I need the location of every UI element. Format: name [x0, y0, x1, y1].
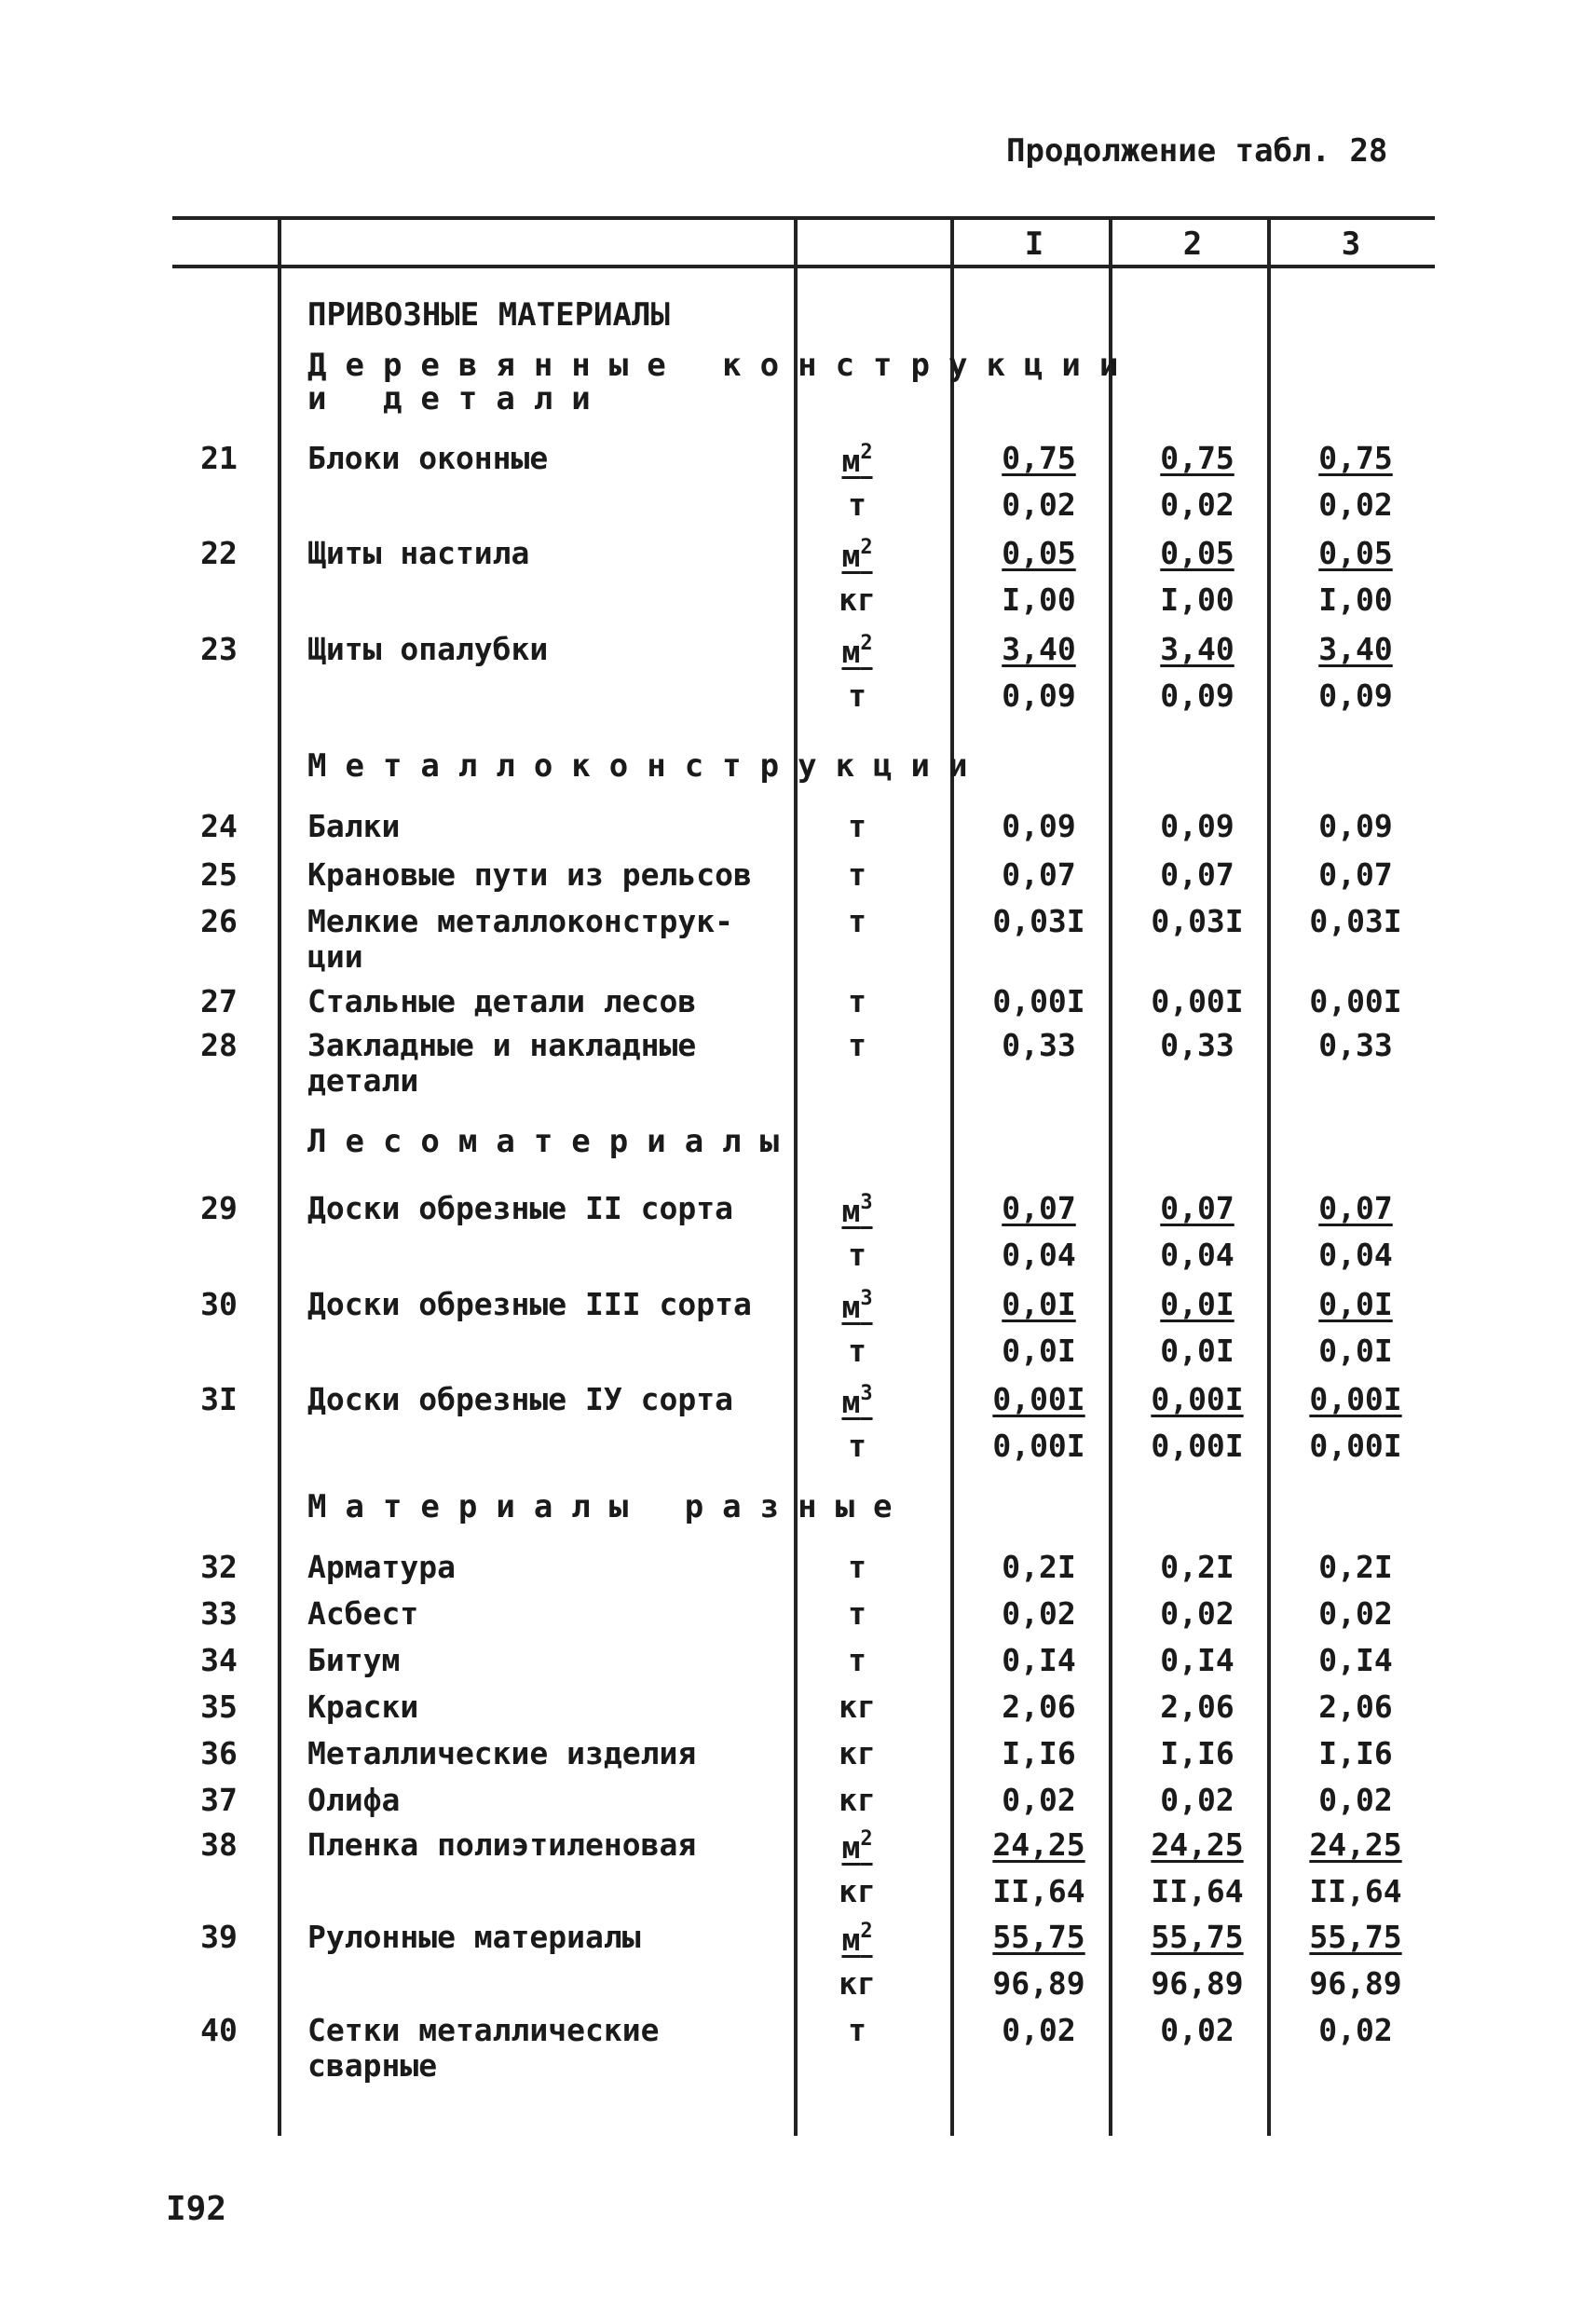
- row-unit-secondary: кг: [839, 1965, 876, 2002]
- row-value-col2: 0,07: [1160, 1190, 1235, 1226]
- unit-exponent: 3: [860, 1287, 873, 1310]
- row-value-secondary-col1: 96,89: [992, 1965, 1085, 2002]
- row-number: 3I: [200, 1381, 238, 1417]
- row-number: 38: [200, 1826, 238, 1863]
- row-value-secondary-col2: I,00: [1160, 581, 1235, 618]
- unit-exponent: 2: [860, 441, 873, 464]
- section-heading-misc: Материалы разные: [307, 1488, 911, 1525]
- row-number: 33: [200, 1595, 238, 1632]
- unit-exponent: 2: [860, 1827, 873, 1851]
- row-number: 32: [200, 1549, 238, 1585]
- row-unit: $м^3$: [841, 1191, 873, 1229]
- row-value-col2: 0,02: [1160, 2012, 1235, 2048]
- row-value-secondary-col2: 96,89: [1151, 1965, 1244, 2002]
- row-value-col3: 0,0I: [1318, 1286, 1393, 1322]
- row-material-name: Арматура: [307, 1549, 456, 1585]
- column-divider-unit: [950, 216, 954, 2136]
- row-value-col2: 0,03I: [1151, 903, 1244, 939]
- row-value-col3: 24,25: [1309, 1826, 1402, 1863]
- row-unit-secondary: т: [848, 677, 866, 714]
- row-unit: т: [848, 1642, 866, 1678]
- row-value-col3: 0,75: [1318, 440, 1393, 476]
- row-value-secondary-col3: 0,09: [1318, 677, 1393, 714]
- row-value-col3: 0,I4: [1318, 1642, 1393, 1678]
- row-value-secondary-col1: 0,02: [1002, 486, 1076, 523]
- row-number: 36: [200, 1735, 238, 1771]
- row-unit-secondary: кг: [839, 581, 876, 618]
- row-material-name: Стальные детали лесов: [307, 983, 697, 1019]
- row-unit: т: [848, 856, 866, 893]
- row-value-col2: 0,02: [1160, 1782, 1235, 1818]
- row-value-secondary-col3: 0,04: [1318, 1237, 1393, 1273]
- row-value-col3: 0,02: [1318, 2012, 1393, 2048]
- row-value-col3: 0,03I: [1309, 903, 1402, 939]
- row-value-col2: 0,05: [1160, 535, 1235, 571]
- row-material-name: Олифа: [307, 1782, 401, 1818]
- row-value-col3: 3,40: [1318, 631, 1393, 667]
- row-number: 22: [200, 535, 238, 571]
- page-number: I92: [166, 2190, 227, 2228]
- row-value-col2: I,I6: [1160, 1735, 1235, 1771]
- row-material-name-cont: детали: [307, 1062, 419, 1099]
- row-number: 29: [200, 1190, 238, 1226]
- row-material-name: Доски обрезные III сорта: [307, 1286, 752, 1322]
- row-value-col3: 0,02: [1318, 1595, 1393, 1632]
- row-value-col1: 55,75: [992, 1919, 1085, 1955]
- row-material-name: Щиты настила: [307, 535, 530, 571]
- row-value-col1: 0,0I: [1002, 1286, 1076, 1322]
- row-value-col3: 0,2I: [1318, 1549, 1393, 1585]
- row-value-col2: 55,75: [1151, 1919, 1244, 1955]
- row-unit: т: [848, 983, 866, 1019]
- row-unit: $м^3$: [841, 1287, 873, 1325]
- row-number: 27: [200, 983, 238, 1019]
- row-value-secondary-col1: I,00: [1002, 581, 1076, 618]
- row-value-col3: 0,07: [1318, 856, 1393, 893]
- row-value-col1: 0,I4: [1002, 1642, 1076, 1678]
- row-value-col1: 0,2I: [1002, 1549, 1076, 1585]
- row-value-secondary-col1: 0,09: [1002, 677, 1076, 714]
- row-value-col1: 0,75: [1002, 440, 1076, 476]
- row-value-col1: 0,07: [1002, 1190, 1076, 1226]
- row-value-col2: 0,33: [1160, 1027, 1235, 1063]
- row-value-col2: 0,I4: [1160, 1642, 1235, 1678]
- row-value-secondary-col3: 96,89: [1309, 1965, 1402, 2002]
- row-material-name: Краски: [307, 1689, 419, 1725]
- row-unit: $м^2$: [841, 632, 873, 670]
- row-value-col2: 0,00I: [1151, 983, 1244, 1019]
- row-value-col2: 3,40: [1160, 631, 1235, 667]
- row-material-name: Битум: [307, 1642, 401, 1678]
- row-value-secondary-col2: 0,04: [1160, 1237, 1235, 1273]
- row-material-name: Блоки оконные: [307, 440, 549, 476]
- row-value-col1: 0,02: [1002, 1782, 1076, 1818]
- row-value-col2: 0,00I: [1151, 1381, 1244, 1417]
- row-material-name: Щиты опалубки: [307, 631, 549, 667]
- row-number: 40: [200, 2012, 238, 2048]
- row-unit: кг: [839, 1782, 876, 1818]
- row-value-secondary-col1: II,64: [992, 1873, 1085, 1909]
- row-material-name: Пленка полиэтиленовая: [307, 1826, 697, 1863]
- row-value-col3: 0,05: [1318, 535, 1393, 571]
- row-value-col3: 0,07: [1318, 1190, 1393, 1226]
- row-value-col2: 0,2I: [1160, 1549, 1235, 1585]
- row-value-col1: 2,06: [1002, 1689, 1076, 1725]
- row-number: 34: [200, 1642, 238, 1678]
- header-bottom-rule: [172, 265, 1435, 268]
- row-value-col1: 0,03I: [992, 903, 1085, 939]
- row-value-col2: 2,06: [1160, 1689, 1235, 1725]
- row-number: 39: [200, 1919, 238, 1955]
- row-unit: т: [848, 1549, 866, 1585]
- row-number: 35: [200, 1689, 238, 1725]
- row-number: 30: [200, 1286, 238, 1322]
- row-value-col2: 0,02: [1160, 1595, 1235, 1632]
- row-value-col2: 24,25: [1151, 1826, 1244, 1863]
- unit-exponent: 3: [860, 1191, 873, 1214]
- unit-exponent: 2: [860, 1920, 873, 1943]
- row-value-col1: 0,00I: [992, 1381, 1085, 1417]
- table-continuation-caption: Продолжение табл. 28: [1006, 132, 1388, 170]
- row-value-col3: 0,00I: [1309, 1381, 1402, 1417]
- row-value-secondary-col1: 0,00I: [992, 1428, 1085, 1464]
- row-number: 23: [200, 631, 238, 667]
- row-unit-secondary: т: [848, 486, 866, 523]
- row-material-name: Асбест: [307, 1595, 419, 1632]
- row-material-name: Доски обрезные IУ сорта: [307, 1381, 733, 1417]
- row-unit: $м^2$: [841, 1827, 873, 1866]
- row-unit: $м^2$: [841, 441, 873, 479]
- section-heading-imported: ПРИВОЗНЫЕ МАТЕРИАЛЫ: [307, 296, 670, 334]
- row-material-name: Закладные и накладные: [307, 1027, 697, 1063]
- row-value-secondary-col3: II,64: [1309, 1873, 1402, 1909]
- section-heading-lumber: Лесоматериалы: [307, 1123, 798, 1160]
- row-number: 24: [200, 808, 238, 844]
- row-value-secondary-col1: 0,04: [1002, 1237, 1076, 1273]
- row-value-col1: 3,40: [1002, 631, 1076, 667]
- row-value-secondary-col3: I,00: [1318, 581, 1393, 618]
- row-material-name: Балки: [307, 808, 401, 844]
- row-value-col1: 0,05: [1002, 535, 1076, 571]
- row-number: 21: [200, 440, 238, 476]
- column-header-3: 3: [1341, 226, 1361, 263]
- row-unit: т: [848, 903, 866, 939]
- row-value-col3: 0,00I: [1309, 983, 1402, 1019]
- row-unit: т: [848, 808, 866, 844]
- row-unit: т: [848, 2012, 866, 2048]
- row-material-name-cont: сварные: [307, 2047, 438, 2084]
- row-material-name: Сетки металлические: [307, 2012, 660, 2048]
- row-value-secondary-col2: 0,00I: [1151, 1428, 1244, 1464]
- row-value-secondary-col3: 0,02: [1318, 486, 1393, 523]
- unit-exponent: 3: [860, 1382, 873, 1405]
- unit-exponent: 2: [860, 536, 873, 559]
- row-unit: кг: [839, 1735, 876, 1771]
- row-value-col1: 0,07: [1002, 856, 1076, 893]
- row-value-secondary-col2: 0,0I: [1160, 1333, 1235, 1369]
- section-heading-wood: Деревянные конструкции: [307, 347, 1138, 384]
- row-material-name-cont: ции: [307, 938, 363, 975]
- row-value-secondary-col2: 0,02: [1160, 486, 1235, 523]
- row-value-col3: 0,33: [1318, 1027, 1393, 1063]
- row-value-col1: 24,25: [992, 1826, 1085, 1863]
- row-value-col2: 0,09: [1160, 808, 1235, 844]
- row-unit: т: [848, 1595, 866, 1632]
- row-value-col3: I,I6: [1318, 1735, 1393, 1771]
- row-number: 25: [200, 856, 238, 893]
- row-material-name: Мелкие металлоконструк-: [307, 903, 733, 939]
- row-unit-secondary: кг: [839, 1873, 876, 1909]
- row-value-secondary-col3: 0,0I: [1318, 1333, 1393, 1369]
- row-value-col1: 0,02: [1002, 2012, 1076, 2048]
- row-value-secondary-col1: 0,0I: [1002, 1333, 1076, 1369]
- row-material-name: Доски обрезные II сорта: [307, 1190, 733, 1226]
- row-value-col3: 55,75: [1309, 1919, 1402, 1955]
- row-value-col1: I,I6: [1002, 1735, 1076, 1771]
- row-unit: т: [848, 1027, 866, 1063]
- unit-exponent: 2: [860, 632, 873, 655]
- row-value-secondary-col2: 0,09: [1160, 677, 1235, 714]
- table-top-rule: [172, 216, 1435, 220]
- section-heading-metal: Металлоконструкции: [307, 747, 987, 785]
- row-material-name: Рулонные материалы: [307, 1919, 641, 1955]
- row-unit: кг: [839, 1689, 876, 1725]
- row-value-col1: 0,00I: [992, 983, 1085, 1019]
- column-header-1: I: [1024, 226, 1044, 263]
- row-number: 26: [200, 903, 238, 939]
- row-value-col1: 0,33: [1002, 1027, 1076, 1063]
- row-value-secondary-col2: II,64: [1151, 1873, 1244, 1909]
- row-value-col1: 0,02: [1002, 1595, 1076, 1632]
- row-number: 37: [200, 1782, 238, 1818]
- row-value-col2: 0,75: [1160, 440, 1235, 476]
- row-value-col1: 0,09: [1002, 808, 1076, 844]
- column-header-2: 2: [1182, 226, 1203, 263]
- row-unit-secondary: т: [848, 1428, 866, 1464]
- row-unit: $м^2$: [841, 536, 873, 574]
- row-unit: $м^2$: [841, 1920, 873, 1958]
- row-unit-secondary: т: [848, 1237, 866, 1273]
- row-value-col2: 0,0I: [1160, 1286, 1235, 1322]
- column-divider-number: [278, 216, 281, 2136]
- row-value-col3: 0,09: [1318, 808, 1393, 844]
- row-material-name: Металлические изделия: [307, 1735, 697, 1771]
- row-unit-secondary: т: [848, 1333, 866, 1369]
- row-number: 28: [200, 1027, 238, 1063]
- row-unit: $м^3$: [841, 1382, 873, 1420]
- row-value-secondary-col3: 0,00I: [1309, 1428, 1402, 1464]
- row-material-name: Крановые пути из рельсов: [307, 856, 752, 893]
- row-value-col2: 0,07: [1160, 856, 1235, 893]
- row-value-col3: 0,02: [1318, 1782, 1393, 1818]
- row-value-col3: 2,06: [1318, 1689, 1393, 1725]
- section-heading-wood-2: и детали: [307, 380, 609, 417]
